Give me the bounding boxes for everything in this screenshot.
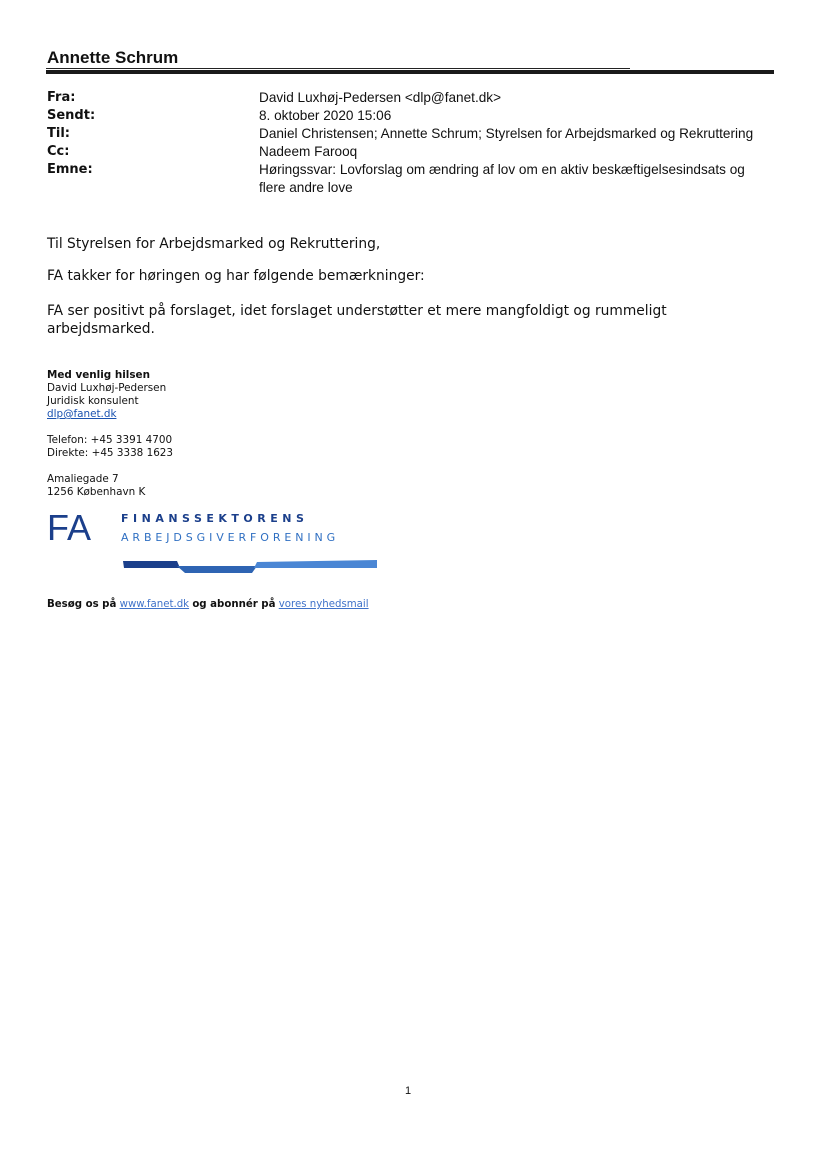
fa-logo	[47, 507, 387, 580]
to-row	[47, 125, 777, 143]
from-row	[47, 89, 777, 107]
page-number: 1	[405, 1085, 412, 1097]
signature-name: David Luxhøj-Pedersen	[47, 382, 167, 394]
sent-value: 8. oktober 2020 15:06	[259, 108, 392, 123]
website-link[interactable]: www.fanet.dk	[119, 599, 190, 610]
paragraph-2: FA ser positivt på forslaget, idet forslaget understøtter et mere mangfoldigt og rummeligt arbejdsmarked.	[47, 303, 667, 337]
cc-row	[47, 143, 777, 161]
closing-text: Med venlig hilsen	[47, 369, 150, 381]
fa-logo-mark: FA	[47, 507, 92, 548]
from-label: Fra:	[47, 90, 76, 105]
signature-direct-phone: Direkte: +45 3338 1623	[47, 447, 174, 459]
address-city: 1256 København K	[47, 486, 146, 498]
document-owner-name: Annette Schrum	[47, 48, 179, 67]
sent-label: Sendt:	[47, 108, 96, 123]
greeting-text: Til Styrelsen for Arbejdsmarked og Rekruttering,	[47, 236, 381, 252]
header-rule-thick	[46, 70, 774, 74]
header-rule-thin	[46, 68, 630, 69]
signature-block	[47, 369, 173, 499]
subject-row	[47, 161, 777, 197]
subject-value: Høringssvar: Lovforslag om ændring af lov om en aktiv beskæftigelsesindsats og flere andre love	[259, 162, 745, 195]
to-label: Til:	[47, 126, 70, 141]
signature-phone: Telefon: +45 3391 4700	[47, 434, 173, 446]
fa-logo-swoosh-icon	[47, 556, 379, 576]
sent-row	[47, 107, 777, 125]
email-header-block	[47, 89, 777, 197]
subject-label: Emne:	[47, 162, 93, 177]
paragraph-1: FA takker for høringen og har følgende bemærkninger:	[47, 268, 425, 284]
address-street: Amaliegade 7	[47, 473, 119, 485]
from-value: David Luxhøj-Pedersen <dlp@fanet.dk>	[259, 90, 502, 105]
visit-line	[47, 599, 369, 610]
signature-title: Juridisk konsulent	[47, 395, 139, 407]
fa-logo-line1: FINANSSEKTORENS	[121, 512, 309, 525]
visit-prefix: Besøg os på	[47, 599, 117, 610]
signature-email-link[interactable]: dlp@fanet.dk	[47, 408, 117, 420]
cc-value: Nadeem Farooq	[259, 144, 358, 159]
fa-logo-line2: ARBEJDSGIVERFORENING	[121, 531, 340, 544]
to-value: Daniel Christensen; Annette Schrum; Styrelsen for Arbejdsmarked og Rekruttering	[259, 126, 754, 141]
visit-middle: og abonnér på	[192, 599, 276, 610]
cc-label: Cc:	[47, 144, 70, 159]
newsletter-link[interactable]: vores nyhedsmail	[278, 599, 369, 610]
